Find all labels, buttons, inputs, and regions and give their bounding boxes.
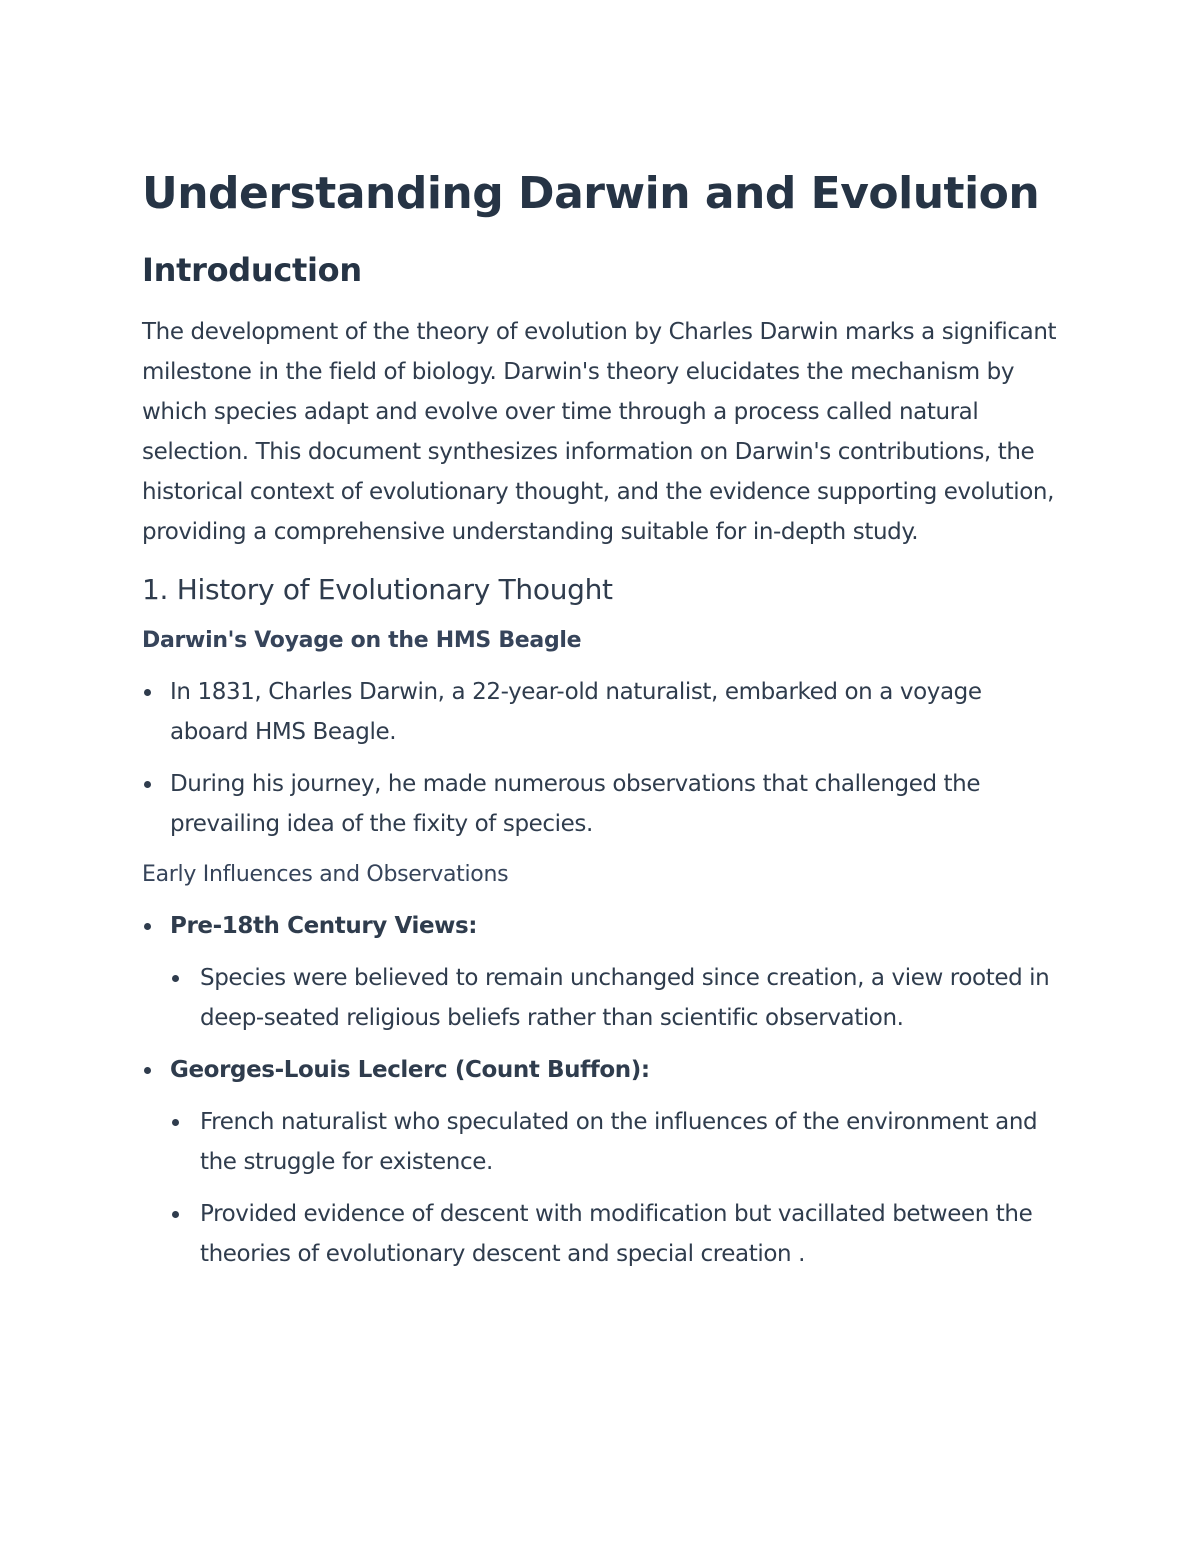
list-item-text: During his journey, he made numerous observations that challenged the prevailing idea of the fixity of species.	[170, 771, 981, 837]
bullet-icon	[144, 1067, 151, 1074]
influences-heading: Early Influences and Observations	[142, 862, 509, 887]
sub-list-item	[170, 1194, 1062, 1274]
document-page	[142, 164, 1062, 1286]
sub-list-item	[170, 958, 1062, 1038]
list-item	[142, 1050, 1062, 1274]
sub-list	[170, 958, 1062, 1038]
sub-list	[170, 1102, 1062, 1274]
intro-heading: Introduction	[142, 251, 362, 289]
bullet-icon	[144, 781, 151, 788]
voyage-heading: Darwin's Voyage on the HMS Beagle	[142, 628, 582, 653]
bullet-icon	[144, 923, 151, 930]
voyage-list	[142, 672, 1062, 844]
list-item-label: Pre-18th Century Views:	[170, 913, 478, 939]
list-item	[142, 906, 1062, 1038]
bullet-icon	[144, 689, 151, 696]
sub-list-item-text: Species were believed to remain unchanged since creation, a view rooted in deep-seated religious beliefs rather than scientific observation.	[200, 965, 1050, 1031]
document-title: Understanding Darwin and Evolution	[142, 168, 1040, 219]
bullet-icon	[172, 1119, 179, 1126]
list-item-text: In 1831, Charles Darwin, a 22-year-old naturalist, embarked on a voyage aboard HMS Beagle.	[170, 679, 982, 745]
list-item-label: Georges-Louis Leclerc (Count Buffon):	[170, 1057, 650, 1083]
sub-list-item-text: French naturalist who speculated on the influences of the environment and the struggle for existence.	[200, 1109, 1038, 1175]
sub-list-item-text: Provided evidence of descent with modification but vacillated between the theories of evolutionary descent and special creation .	[200, 1201, 1033, 1267]
section-1-heading: 1. History of Evolutionary Thought	[142, 573, 613, 606]
intro-paragraph: The development of the theory of evolution by Charles Darwin marks a significant milestone in the field of biology. Darwin's theory elucidates the mechanism by which species adapt and evolve over time through a process called natural selection. This document synthesizes information on Darwin's contributions, the historical context of evolutionary thought, and the evidence supporting evolution, providing a comprehensive understanding suitable for in-depth study.	[142, 319, 1057, 545]
list-item	[142, 672, 1062, 752]
bullet-icon	[172, 1211, 179, 1218]
list-item	[142, 764, 1062, 844]
bullet-icon	[172, 975, 179, 982]
influences-list	[142, 906, 1062, 1274]
sub-list-item	[170, 1102, 1062, 1182]
